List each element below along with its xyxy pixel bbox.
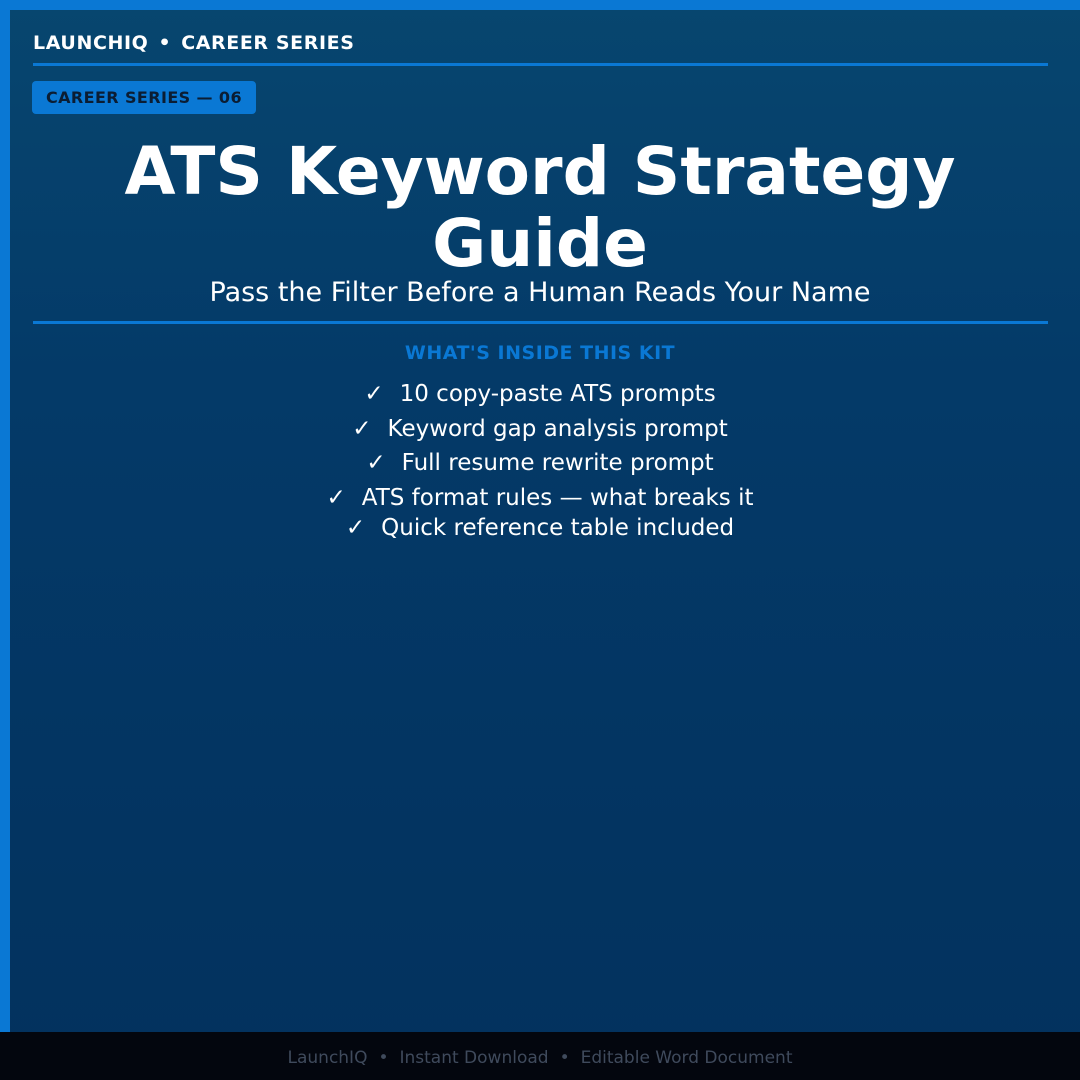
section-divider: [33, 321, 1048, 324]
list-item-label: Keyword gap analysis prompt: [387, 416, 728, 442]
footer-brand: LaunchIQ: [287, 1048, 368, 1068]
footer-separator: •: [378, 1048, 389, 1068]
top-accent-bar: [0, 0, 1080, 10]
footer-separator: •: [559, 1048, 570, 1068]
footer-bar: [0, 1032, 1080, 1080]
check-icon: ✓: [366, 450, 386, 476]
list-item-label: ATS format rules — what breaks it: [361, 485, 754, 511]
footer-download: Instant Download: [399, 1048, 549, 1068]
footer-format: Editable Word Document: [580, 1048, 793, 1068]
page-subtitle: Pass the Filter Before a Human Reads Your Name: [209, 277, 871, 308]
page-title: ATS Keyword Strategy Guide: [124, 133, 956, 282]
list-item-label: 10 copy-paste ATS prompts: [399, 381, 716, 407]
header-divider: [33, 63, 1048, 66]
check-icon: ✓: [364, 381, 384, 407]
list-item: [40, 483, 1040, 513]
kit-contents-heading: WHAT'S INSIDE THIS KIT: [404, 342, 676, 364]
left-accent-bar: [0, 0, 10, 1032]
list-item: [40, 513, 1040, 543]
list-item-label: Full resume rewrite prompt: [401, 450, 714, 476]
list-item: [40, 414, 1040, 444]
check-icon: ✓: [352, 416, 372, 442]
check-icon: ✓: [326, 485, 346, 511]
list-item: [40, 448, 1040, 478]
brand-series: CAREER SERIES: [181, 32, 355, 54]
brand-name: LAUNCHIQ: [33, 32, 149, 54]
brand-header: [33, 32, 355, 54]
series-badge: CAREER SERIES — 06: [32, 81, 256, 114]
check-icon: ✓: [345, 515, 366, 541]
list-item-label: Quick reference table included: [381, 515, 735, 541]
list-item: [40, 379, 1040, 409]
brand-separator: •: [158, 32, 172, 54]
